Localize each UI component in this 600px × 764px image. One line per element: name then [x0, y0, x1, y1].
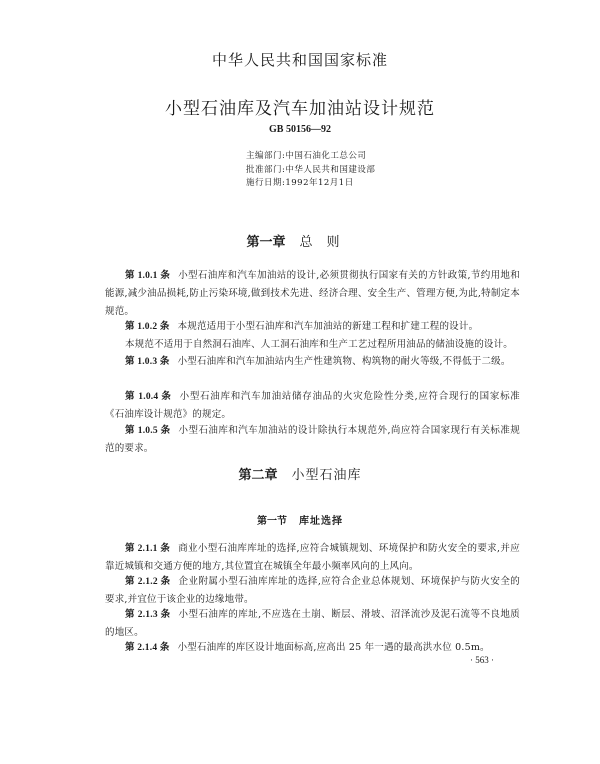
clause-number: 第 2.1.4 条 — [125, 643, 170, 653]
chapter-2-number: 第二章 — [238, 468, 278, 483]
clause-text: 小型石油库的库区设计地面标高,应高出 25 年一遇的最高洪水位 0.5m。 — [177, 642, 490, 653]
clause-text: 企业附属小型石油库库址的选择,应符合企业总体规划、环境保护与防火安全的要求,并宜位于该企业的边缘地带。 — [105, 576, 520, 605]
clause-number: 第 2.1.1 条 — [125, 544, 171, 554]
clause-text: 小型石油库和汽车加油站储存油品的火灾危险性分类,应符合现行的国家标准《石油库设计规范》的规定。 — [105, 391, 520, 420]
clause-1-0-5 — [105, 422, 520, 458]
section-number: 第一节 — [257, 516, 287, 527]
clause-number: 第 1.0.4 条 — [125, 392, 172, 402]
clause-1-0-1 — [105, 267, 520, 321]
chapter-1-heading — [0, 231, 600, 250]
clause-1-0-2-continued — [105, 336, 520, 354]
clause-number: 第 2.1.2 条 — [125, 577, 171, 587]
clause-1-0-4 — [105, 388, 520, 424]
clause-number: 第 1.0.2 条 — [125, 322, 170, 332]
clause-number: 第 2.1.3 条 — [125, 610, 171, 620]
editor-department: 主编部门:中国石油化工总公司 — [246, 151, 367, 161]
chapter-2-title: 小型石油库 — [291, 468, 362, 483]
clause-text: 本规范适用于小型石油库和汽车加油站的新建工程和扩建工程的设计。 — [177, 321, 479, 332]
clause-2-1-2 — [105, 573, 520, 609]
clause-number: 第 1.0.3 条 — [125, 357, 170, 367]
chapter-1-number: 第一章 — [246, 235, 286, 250]
clause-text: 小型石油库的库址,不应选在土崩、断层、滑坡、沼泽流沙及泥石流等不良地质的地区。 — [105, 609, 520, 638]
clause-text: 小型石油库和汽车加油站的设计除执行本规范外,尚应符合国家现行有关标准规范的要求。 — [105, 425, 520, 454]
standard-code: GB 50156—92 — [269, 124, 331, 135]
clause-text: 商业小型石油库库址的选择,应符合城镇规划、环境保护和防火安全的要求,并应靠近城镇和交通方便的地方,其位置宜在城镇全年最小频率风向的上风向。 — [105, 543, 520, 572]
national-standard-heading: 中华人民共和国国家标准 — [211, 51, 388, 69]
clause-text: 小型石油库和汽车加油站内生产性建筑物、构筑物的耐火等级,不得低于二级。 — [177, 356, 511, 367]
section-title: 库址选择 — [299, 516, 343, 527]
clause-2-1-1 — [105, 540, 520, 576]
chapter-2-heading — [0, 464, 600, 483]
approval-department: 批准部门:中华人民共和国建设部 — [246, 164, 376, 175]
document-title: 小型石油库及汽车加油站设计规范 — [165, 99, 435, 119]
clause-1-0-2 — [105, 318, 520, 336]
chapter-1-title: 总则 — [299, 235, 354, 250]
section-1-heading — [0, 512, 600, 527]
clause-number: 第 1.0.1 条 — [125, 271, 171, 281]
effective-date: 施行日期:1992年12月1日 — [246, 178, 354, 188]
publication-meta — [246, 150, 375, 191]
clause-1-0-3 — [105, 353, 520, 371]
clause-text: 本规范不适用于自然洞石油库、人工洞石油库和生产工艺过程所用油品的储油设施的设计。 — [125, 339, 514, 350]
clause-2-1-4 — [105, 639, 520, 657]
clause-text: 小型石油库和汽车加油站的设计,必须贯彻执行国家有关的方针政策,节约用地和能源,减少油品损耗,防止污染环境,做到技术先进、经济合理、安全生产、管理方便,为此,特制定本规范。 — [105, 270, 520, 317]
clause-2-1-3 — [105, 606, 520, 642]
clause-number: 第 1.0.5 条 — [125, 426, 171, 436]
page-number: · 563 · — [470, 655, 494, 665]
